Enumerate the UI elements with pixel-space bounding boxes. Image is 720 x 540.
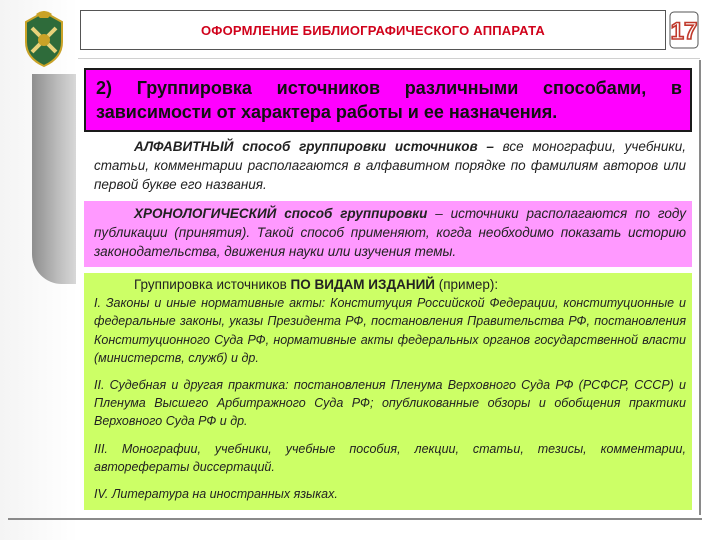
section-heading	[84, 68, 692, 132]
list-item: IV. Литература на иностранных языках.	[94, 487, 338, 502]
page-number-badge	[668, 10, 700, 50]
left-gray-bar	[32, 74, 76, 284]
list-item: II. Судебная и другая практика: постановления Пленума Верховного Суда РФ (РСФСР, СССР) и Пленума Высшего Арбитражного Суда РФ; опубликованные обзоры и обобщения практики Верховного Суда РФ и др.	[94, 378, 686, 429]
chronological-block	[84, 201, 692, 267]
section-heading-text: 2) Группировка источников различными способами, в зависимости от характера работы и ее назначения.	[96, 78, 682, 122]
chronological-text: – источники располагаются по году публикации (принятия). Такой способ применяют, когда необходимо показать историю законодательства, движения науки или изучения темы.	[94, 206, 686, 259]
alphabetical-lead: АЛФАВИТНЫЙ способ группировки источников –	[134, 139, 494, 154]
alphabetical-block	[84, 135, 692, 195]
chronological-lead: ХРОНОЛОГИЧЕСКИЙ способ группировки	[134, 206, 428, 221]
list-item: III. Монографии, учебники, учебные пособия, лекции, статьи, тезисы, комментарии, авторефераты диссертаций.	[94, 441, 686, 474]
right-border-line	[699, 60, 701, 515]
emblem-icon	[18, 8, 70, 68]
page-number: 17	[670, 18, 698, 45]
by-type-block	[84, 273, 692, 510]
alphabetical-text: все монографии, учебники, статьи, комментарии располагаются в алфавитном порядке по фамилиям авторов или первой букве его названия.	[94, 139, 686, 192]
title-box	[80, 10, 666, 50]
bottom-border-line	[8, 518, 702, 520]
list-item: I. Законы и иные нормативные акты: Конституция Российской Федерации, конституционные и федеральные законы, указы Президента РФ, постановления Правительства РФ, постановления Конституционного Суда РФ, нормативные акты федеральных органов государственной власти (министерств, служб) и др.	[94, 296, 686, 365]
slide-title: ОФОРМЛЕНИЕ БИБЛИОГРАФИЧЕСКОГО АППАРАТА	[201, 23, 545, 38]
by-type-intro: Группировка источников ПО ВИДАМ ИЗДАНИЙ (пример):	[134, 277, 499, 292]
header-divider	[78, 58, 700, 59]
